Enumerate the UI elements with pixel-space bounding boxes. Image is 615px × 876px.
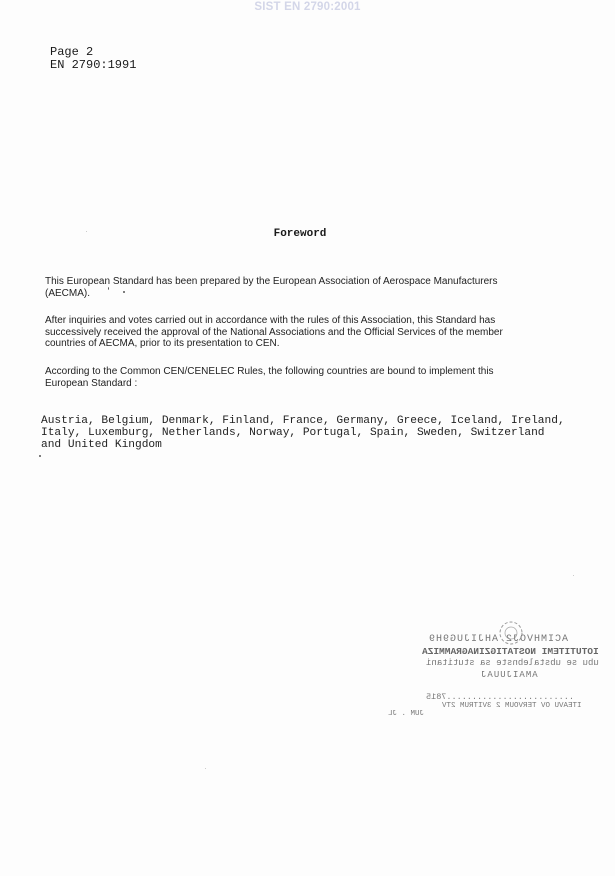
page-number: Page 2: [50, 45, 94, 59]
stamp-line: ubu se ubstalebnste sa stutitani: [426, 658, 599, 668]
paragraph-line: (AECMA).: [45, 287, 90, 299]
paragraph-approval: [45, 315, 555, 350]
stamp-line: ACIMHVOJ2 AHJIJUG9H9: [428, 634, 569, 645]
scan-speck: [123, 291, 125, 293]
paragraph-line: European Standard :: [45, 377, 138, 389]
scan-speck: [205, 768, 206, 769]
foreword-heading: Foreword: [273, 228, 327, 240]
stamp-line: ITEAVU OV TERVOUM 2 3VITRUM 2TV: [442, 702, 582, 710]
countries-list: [41, 415, 565, 451]
scan-speck: [86, 231, 87, 232]
stamp-line: IOTUTITEMI NOSTATIGZINAGRAMMIZA: [422, 646, 599, 657]
paragraph-line: After inquiries and votes carried out in accordance with the rules of this Association, this Standard has: [45, 315, 496, 326]
bleed-through-stamp: [380, 618, 610, 728]
paragraph-aecma: [45, 276, 555, 299]
page-header: [50, 46, 136, 72]
scan-speck: [573, 575, 574, 576]
countries-line: and United Kingdom: [41, 439, 162, 451]
paragraph-line: According to the Common CEN/CENELEC Rules, the following countries are bound to implement this: [45, 366, 494, 377]
countries-line: Italy, Luxemburg, Netherlands, Norway, Portugal, Spain, Sweden, Switzerland: [41, 427, 545, 439]
paragraph-cen-rules: [45, 366, 555, 389]
stamp-line: .........................7815: [426, 692, 574, 702]
scan-speck: [39, 455, 41, 457]
scan-speck: [108, 287, 109, 290]
countries-line: Austria, Belgium, Denmark, Finland, France, Germany, Greece, Iceland, Ireland,: [41, 415, 565, 427]
watermark-text: SIST EN 2790:2001: [254, 1, 361, 13]
paragraph-line: countries of AECMA, prior to its presentation to CEN.: [45, 338, 280, 349]
stamp-line: JUM . JL: [388, 710, 425, 718]
paragraph-line: This European Standard has been prepared by the European Association of Aerospace Manufacturers: [45, 276, 498, 287]
standard-number: EN 2790:1991: [50, 58, 137, 72]
stamp-line: AMAIJUUAJ: [480, 670, 538, 680]
paragraph-line: successively received the approval of the National Associations and the Official Services of the member: [45, 326, 503, 338]
